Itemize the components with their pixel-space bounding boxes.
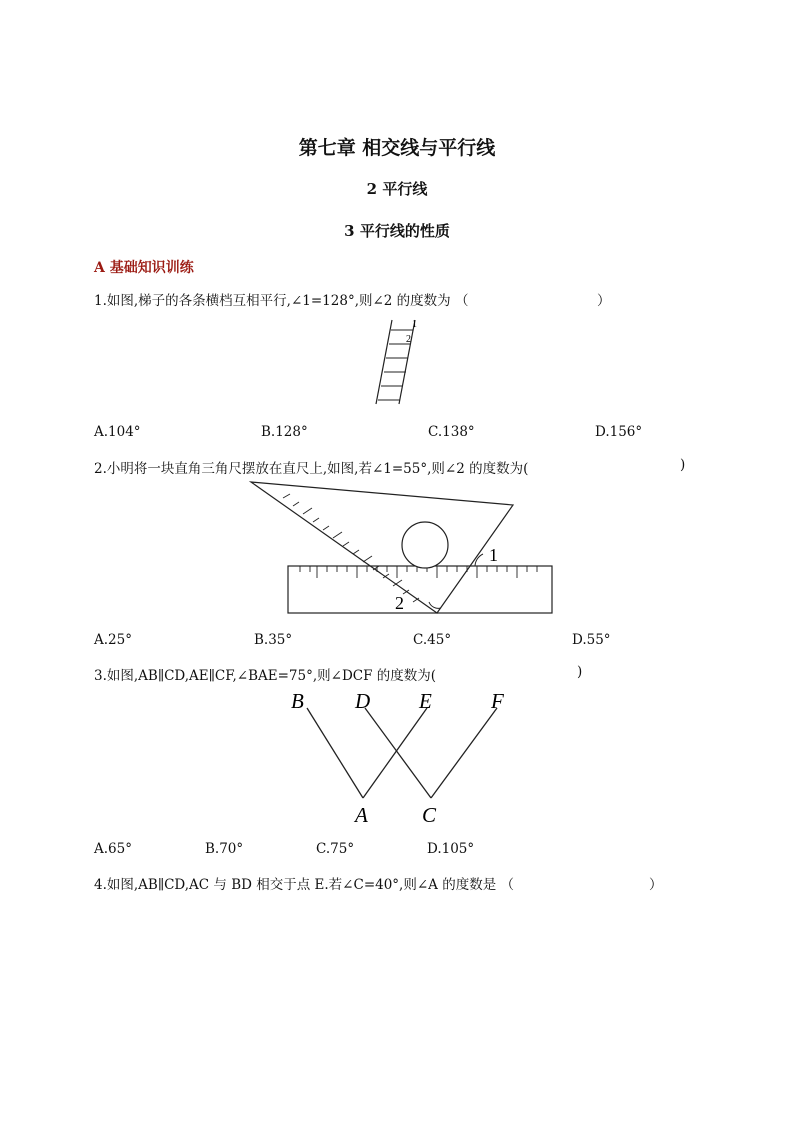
ruler-angle-2-label: 2 [395,593,404,613]
ladder-angle-2-label: 2 [406,334,411,345]
question-1-text: 1.如图,梯子的各条横档互相平行,∠1=128°,则∠2 的度数为 （ [94,293,469,309]
ruler-angle-1-label: 1 [489,545,498,565]
q2-option-b[interactable]: B.35° [254,632,293,648]
q3-option-c[interactable]: C.75° [316,841,355,857]
point-e-label: E [419,689,432,713]
part-label: A 基础知识训练 [94,260,194,276]
parallel-lines-figure [285,686,515,830]
point-f-label: F [491,689,504,713]
point-b-label: B [291,689,304,713]
ladder-angle-1-label: 1 [412,319,417,330]
q2-option-c[interactable]: C.45° [413,632,452,648]
chapter-title: 第七章 相交线与平行线 [298,137,496,159]
point-a-label: A [355,803,368,827]
q1-option-b[interactable]: B.128° [261,424,308,440]
question-1-paren-close: ） [597,293,611,309]
point-d-label: D [355,689,371,713]
question-3-text: 3.如图,AB∥CD,AE∥CF,∠BAE=75°,则∠DCF 的度数为( [94,668,437,684]
triangle-ruler-figure [245,478,560,618]
section-title: 2 平行线 [366,180,428,198]
q1-option-c[interactable]: C.138° [428,424,475,440]
point-c-label: C [422,803,437,827]
subsection-title: 3 平行线的性质 [344,222,450,240]
question-3-paren-close: ) [577,664,583,680]
question-2-text: 2.小明将一块直角三角尺摆放在直尺上,如图,若∠1=55°,则∠2 的度数为( [94,461,529,477]
question-4-paren-close: ） [649,877,663,893]
q2-option-d[interactable]: D.55° [572,632,611,648]
q1-option-a[interactable]: A.104° [94,424,141,440]
q3-option-d[interactable]: D.105° [427,841,475,857]
q3-option-b[interactable]: B.70° [205,841,244,857]
q1-option-d[interactable]: D.156° [595,424,643,440]
question-4-text: 4.如图,AB∥CD,AC 与 BD 相交于点 E.若∠C=40°,则∠A 的度数是 （ [94,877,514,893]
q3-option-a[interactable]: A.65° [94,841,132,857]
ladder-figure [370,316,430,408]
q2-option-a[interactable]: A.25° [94,632,132,648]
question-2-paren-close: ) [680,457,686,473]
